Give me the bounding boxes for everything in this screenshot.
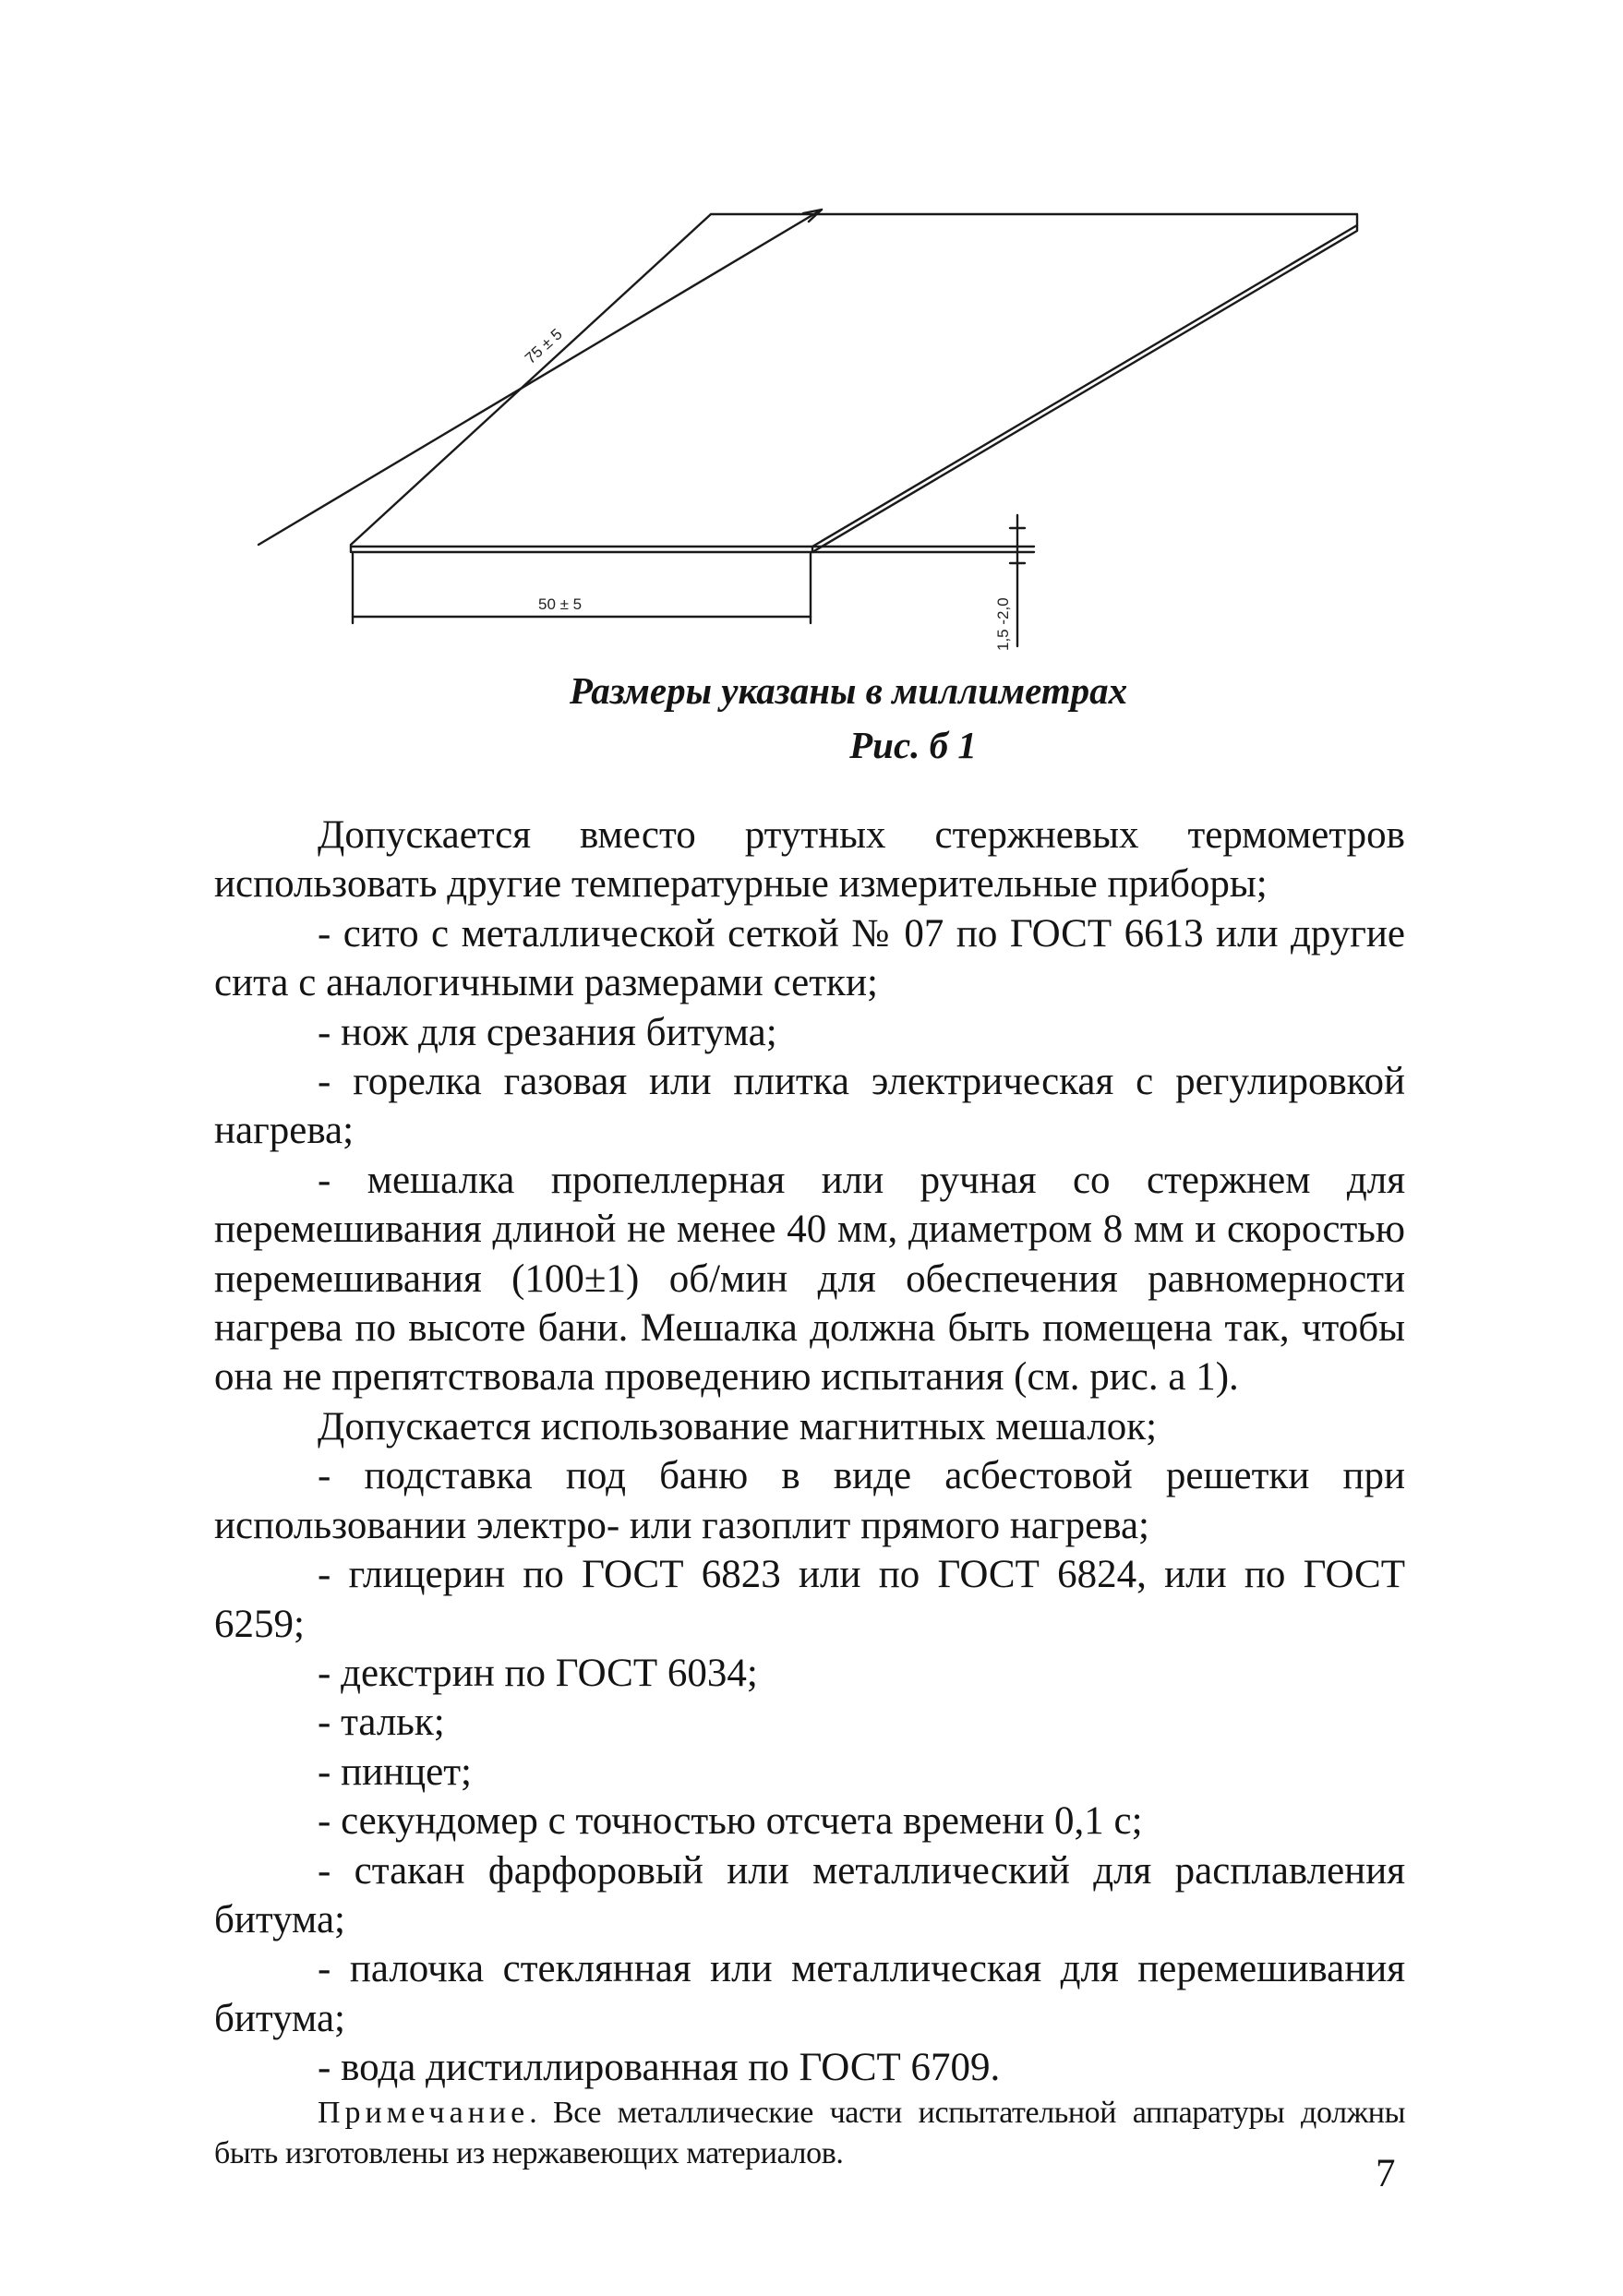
paragraph: Допускается использование магнитных мешалок;: [318, 1404, 1158, 1449]
width-label: 50 ± 5: [538, 595, 583, 613]
list-item: - стакан фарфоровый или металлический для расплавления битума;: [214, 1848, 1405, 1941]
thickness-label: 1,5 -2,0: [994, 597, 1012, 651]
list-item: - нож для срезания битума;: [318, 1010, 777, 1054]
list-item: - декстрин по ГОСТ 6034;: [318, 1651, 758, 1695]
list-item: - секундомер с точностью отсчета времени 0,1 с;: [318, 1799, 1143, 1844]
list-item: - сито с металлической сеткой № 07 по ГОСТ 6613 или другие сита с аналогичными размерами сетки;: [214, 911, 1405, 1005]
list-item: - подставка под баню в виде асбестовой решетки при использовании электро- или газоплит прямого нагрева;: [214, 1454, 1405, 1547]
list-item: - палочка стеклянная или металлическая для перемешивания битума;: [214, 1947, 1405, 2040]
note-label: Примечание: [318, 2095, 530, 2130]
paragraph: Допускается вместо ртутных стержневых термометров использовать другие температурные измерительные приборы;: [214, 813, 1405, 907]
page-number: 7: [1376, 2152, 1396, 2195]
list-item: - мешалка пропеллерная или ручная со стержнем для перемешивания длиной не менее 40 мм, диаметром 8 мм и скоростью перемешивания (100±1) об/мин для обеспечения равномерности нагрева по высоте бани. Мешалка должна быть помещена так, чтобы она не препятствовала проведению испытания (см. рис. а 1).: [214, 1158, 1405, 1400]
list-item: - пинцет;: [318, 1749, 472, 1794]
length-label: 75 ± 5: [521, 325, 566, 367]
list-item: - тальк;: [318, 1701, 445, 1745]
note-text: Все металлические части испытательной аппаратуры должны быть изготовлены из нержавеющих материалов.: [214, 2095, 1406, 2170]
list-item: - вода дистиллированная по ГОСТ 6709.: [318, 2046, 1001, 2090]
plate-top-face: [351, 214, 1357, 547]
list-item: - глицерин по ГОСТ 6823 или по ГОСТ 6824, или по ГОСТ 6259;: [214, 1553, 1405, 1646]
body-text: [214, 811, 1405, 2174]
plate-drawing: [249, 185, 1376, 665]
length-dimension-line: [258, 210, 822, 545]
list-item: - горелка газовая или плитка электрическая с регулировкой нагрева;: [214, 1060, 1405, 1153]
figure-caption: Рис. б 1: [849, 724, 977, 766]
dimensions-caption: Размеры указаны в миллиметрах: [569, 669, 1128, 712]
note: Примечание. Все металлические части испытательной аппаратуры должны быть изготовлены из нержавеющих материалов.: [214, 2095, 1406, 2170]
